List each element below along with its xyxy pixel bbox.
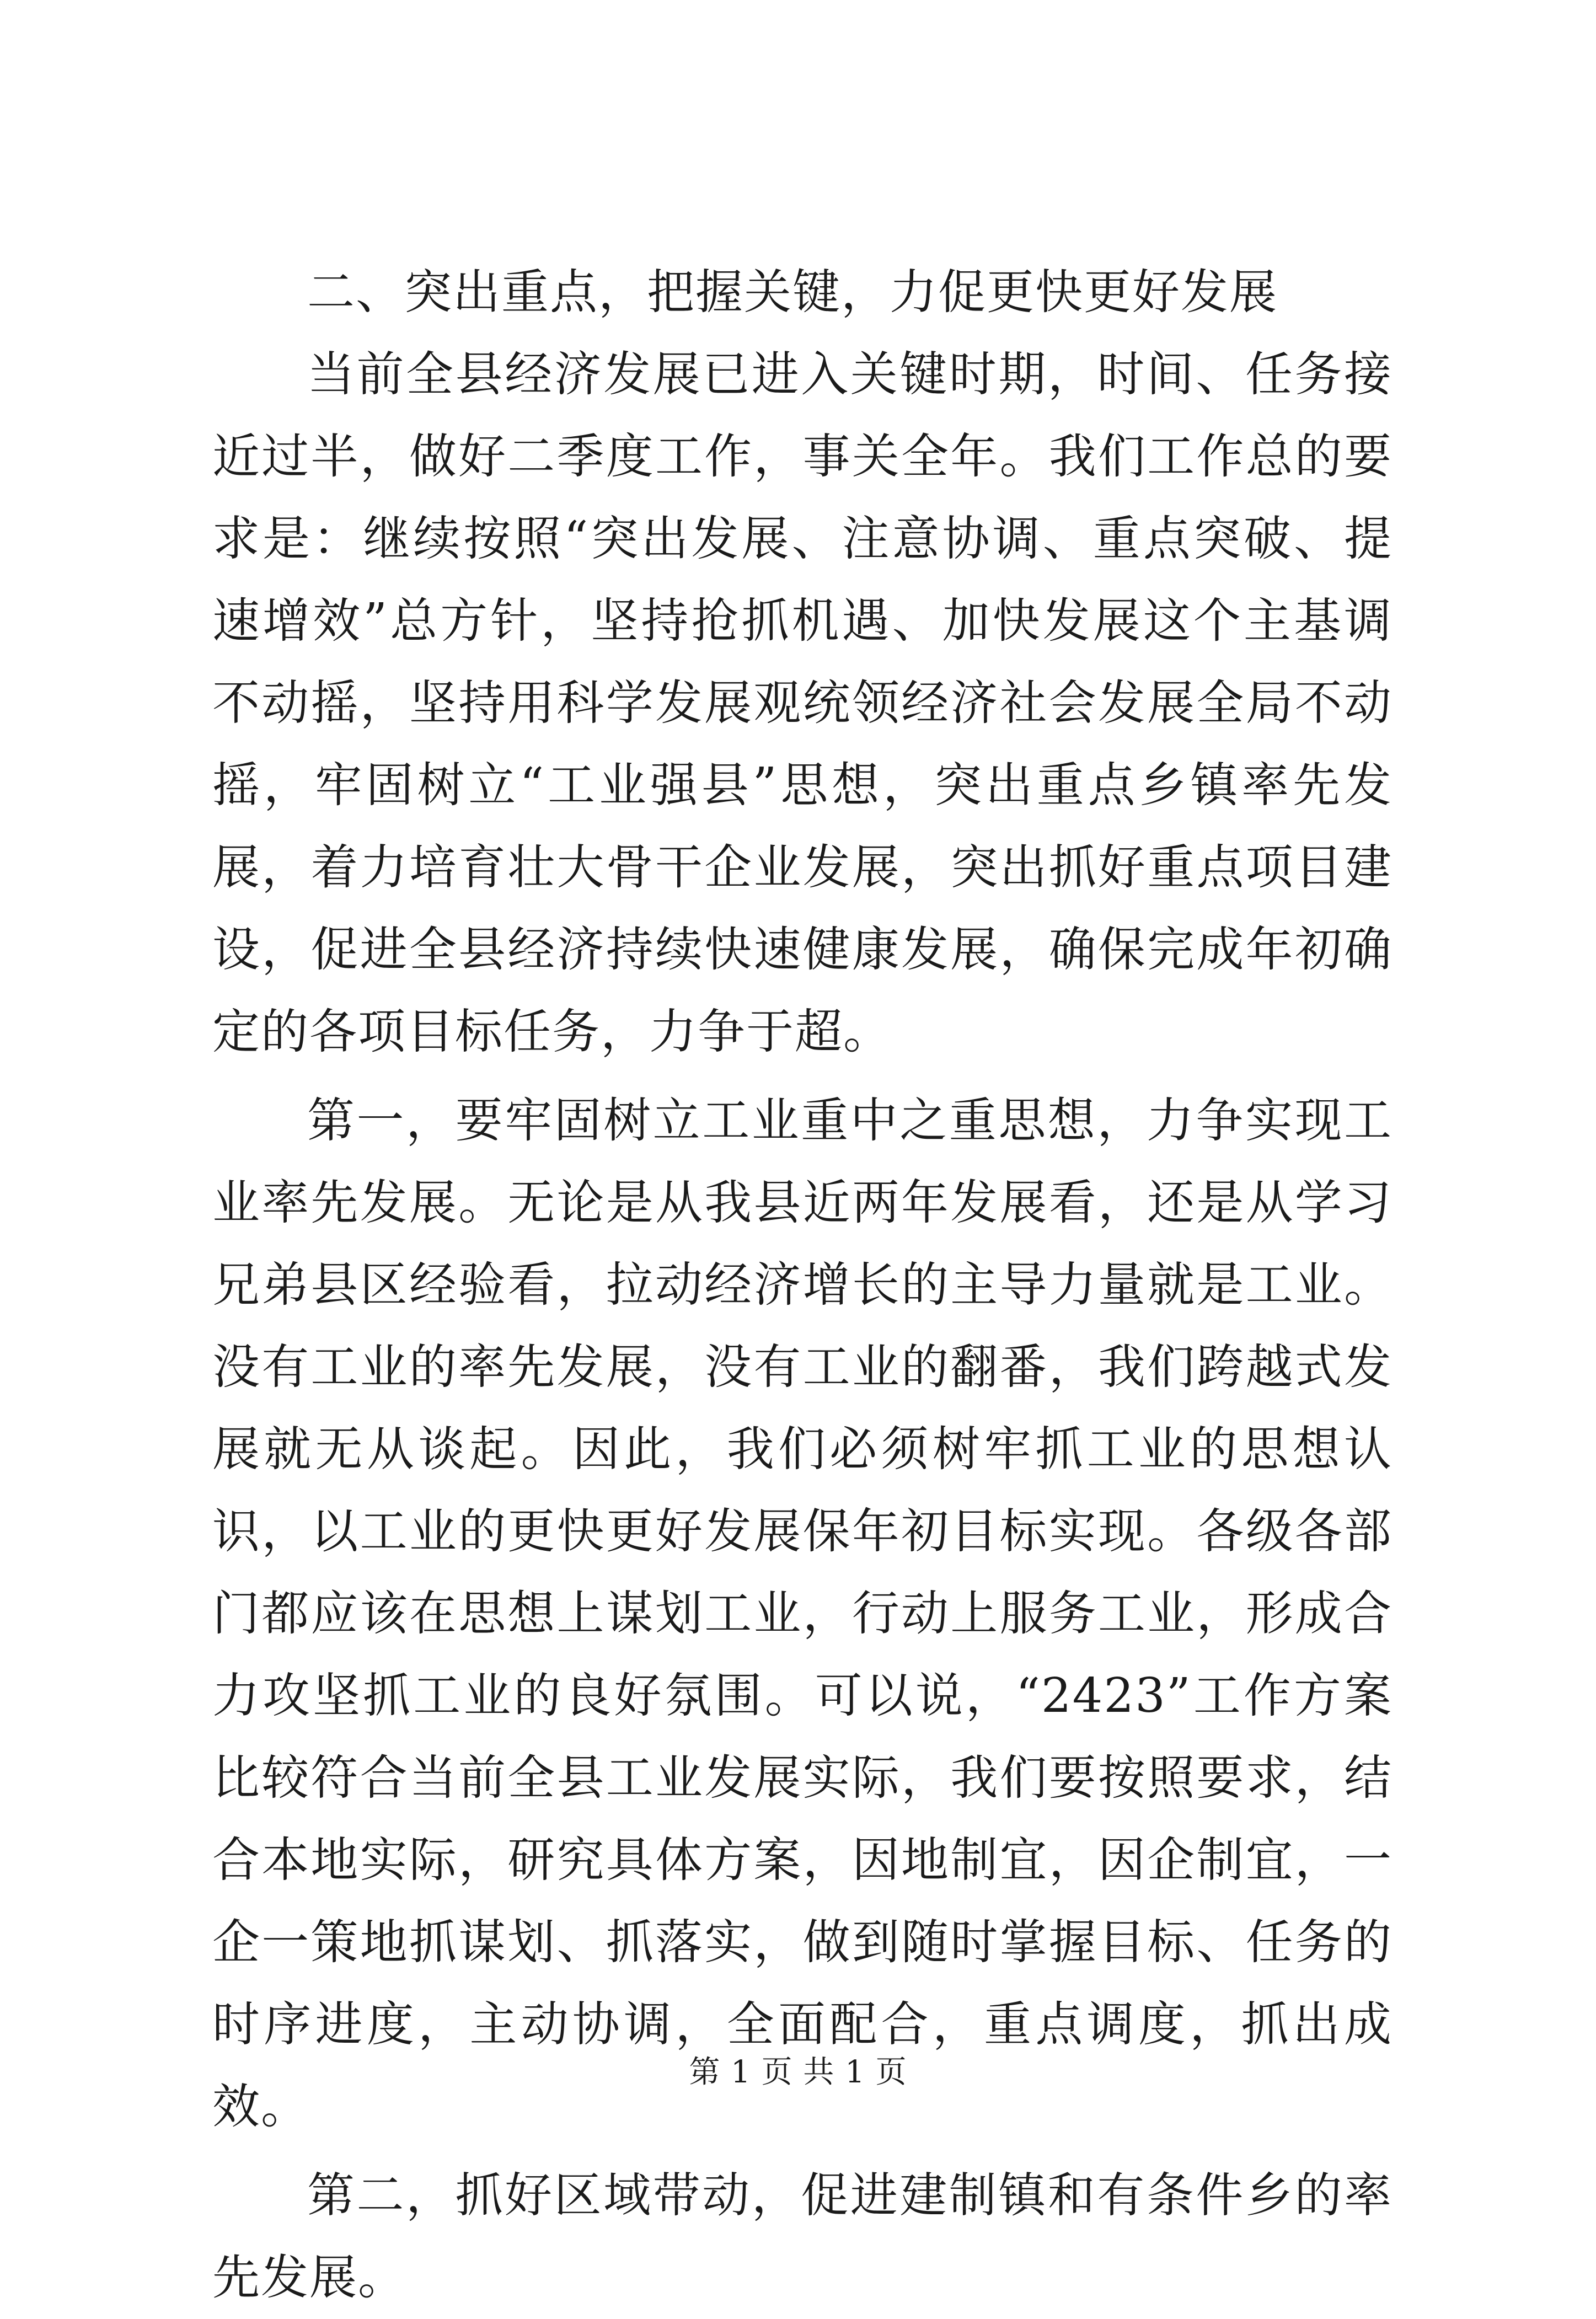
paragraph-3: 第二，抓好区域带动，促进建制镇和有条件乡的率先发展。 bbox=[212, 2168, 1393, 2305]
document-body bbox=[212, 251, 1393, 2319]
section-heading: 二、突出重点，把握关键，力促更快更好发展 bbox=[307, 265, 1278, 320]
paragraph-2: 第一，要牢固树立工业重中之重思想，力争实现工业率先发展。无论是从我县近两年发展看，还是从学习兄弟县区经验看，拉动经济增长的主导力量就是工业。没有工业的率先发展，没有工业的翻番，我们跨越式发展就无从谈起。因此，我们必须树牢抓工业的思想认识，以工业的更快更好发展保年初目标实现。各级各部门都应该在思想上谋划工业，行动上服务工业，形成合力攻坚抓工业的良好氛围。可以说，“2423”工作方案比较符合当前全县工业发展实际，我们要按照要求，结合本地实际，研究具体方案，因地制宜，因企制宜，一企一策地抓谋划、抓落实，做到随时掌握目标、任务的时序进度，主动协调，全面配合，重点调度，抓出成效。 bbox=[212, 1093, 1393, 2134]
paragraph-1: 当前全县经济发展已进入关键时期，时间、任务接近过半，做好二季度工作，事关全年。我们工作总的要求是：继续按照“突出发展、注意协调、重点突破、提速增效”总方针，坚持抢抓机遇、加快发展这个主基调不动摇，坚持用科学发展观统领经济社会发展全局不动摇，牢固树立“工业强县”思想，突出重点乡镇率先发展，着力培育壮大骨干企业发展，突出抓好重点项目建设，促进全县经济持续快速健康发展，确保完成年初确定的各项目标任务，力争于超。 bbox=[212, 347, 1393, 1059]
page-number-footer: 第 1 页 共 1 页 bbox=[689, 2054, 907, 2090]
